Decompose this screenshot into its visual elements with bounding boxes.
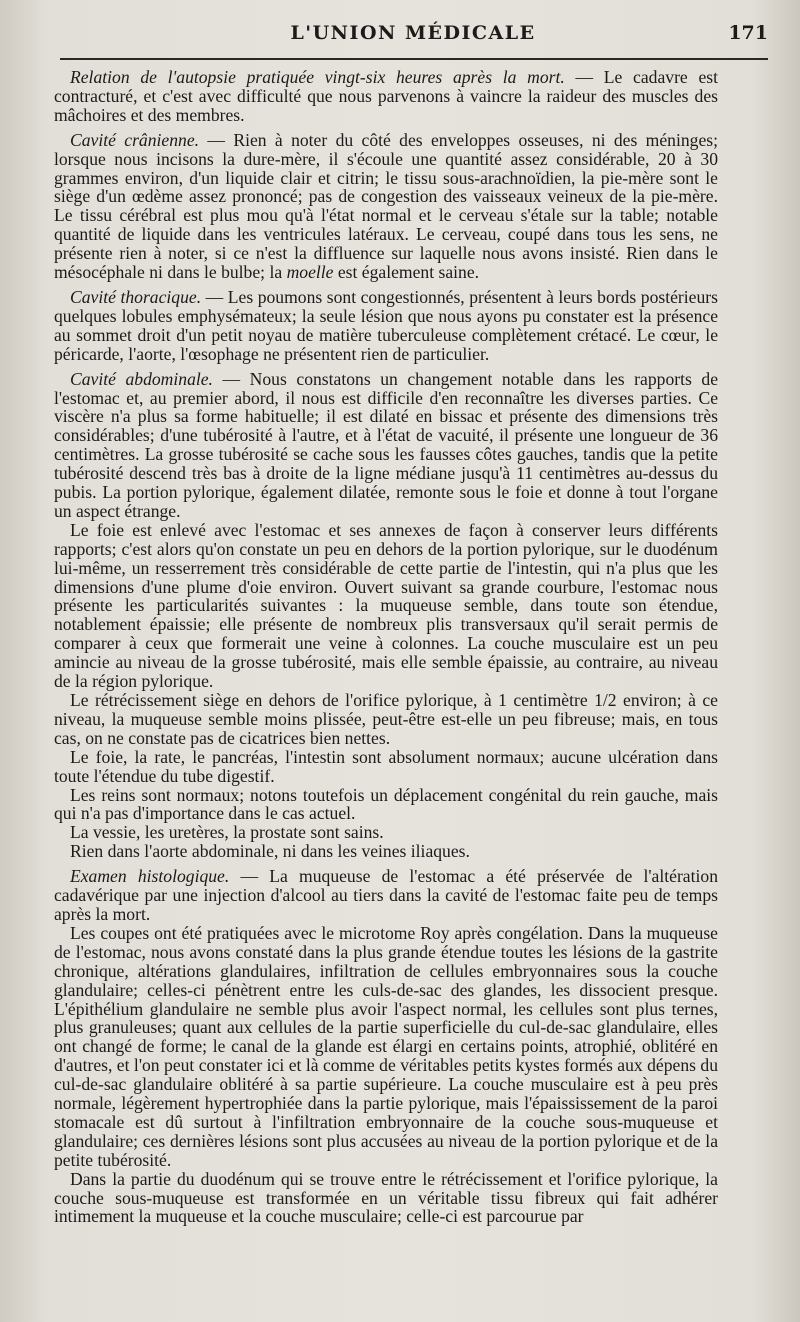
- paragraph-cavite-abdominale: [54, 370, 718, 521]
- paragraph-foie-rate: Le foie, la rate, le pancréas, l'intestin sont absolument normaux; aucune ulcération dans toute l'étendue du tube digestif.: [54, 746, 718, 786]
- section-lead: Cavité thoracique.: [70, 286, 202, 307]
- paragraph-autopsie: [54, 68, 718, 125]
- article-body: [54, 68, 718, 1226]
- paragraph-reins: Les reins sont normaux; notons toutefois un déplacement congénital du rein gauche, mais qui n'a pas d'importance dans le cas actuel.: [54, 784, 718, 824]
- paragraph-aorte: Rien dans l'aorte abdominale, ni dans les veines iliaques.: [70, 841, 470, 862]
- paragraph-text: — Les poumons sont congestionnés, présentent à leurs bords postérieurs quelques lobules emphysémateux; la seule lésion que nous ayons pu constater est la présence au sommet droit d'un petit noyau de matière tuberculeuse complètement crétacé. Le cœur, le péricarde, l'aorte, l'œsophage ne présentent rien de particulier.: [54, 286, 718, 364]
- paragraph-duodenum: Dans la partie du duodénum qui se trouve entre le rétrécissement et l'orifice pylorique, la couche sous-muqueuse est transformée en un véritable tissu fibreux qui fait adhérer intimement la muqueuse et la couche musculaire; celle-ci est parcourue par: [54, 1168, 718, 1227]
- section-lead: Examen histologique.: [70, 866, 230, 887]
- paragraph-text: — Rien à noter du côté des enveloppes osseuses, ni des méninges; lorsque nous incisons la dure-mère, il s'écoule une quantité assez considérable, 20 à 30 grammes environ, d'un liquide clair et citrin; le tissu sous-arachnoïdien, la pie-mère sont le siège d'un œdème assez prononcé; pas de congestion des vaisseaux veineux de la pie-mère. Le tissu cérébral est plus mou qu'à l'état normal et le cerveau s'étale sur la table; notable quantité de liquide dans les ventricules latéraux. Le cerveau, coupé dans tous les sens, ne présente rien à noter, si ce n'est la diffluence sur laquelle nous avons insisté. Rien dans le mésocéphale ni dans le bulbe; la: [54, 129, 718, 283]
- paragraph-foie-enleve: Le foie est enlevé avec l'estomac et ses annexes de façon à conserver leurs différents rapports; c'est alors qu'on constate un peu en dehors de la portion pylorique, sur le duodénum lui-même, un resserrement très considérable de cette partie de l'intestin, qui n'a plus que les dimensions d'une plume d'oie environ. Ouvert suivant sa grande courbure, l'estomac nous présente les particularités suivantes : la muqueuse semble, dans toute son étendue, notablement épaissie; elle présente de nombreux plis transversaux qu'il serait permis de comparer à ceux que formerait une veine à colonnes. La couche musculaire est un peu amincie au niveau de la grosse tubérosité, mais elle semble épaissie, au contraire, au niveau de la région pylorique.: [54, 519, 718, 692]
- paragraph-text: — Nous constatons un changement notable dans les rapports de l'estomac et, au premier abord, il nous est difficile d'en reconnaître les diverses parties. Ce viscère n'a plus sa forme habituelle; il est dilaté en bissac et présente des dimensions très considérables; d'une tubérosité à l'autre, et à l'état de vacuité, il présente une longueur de 36 centimètres. La grosse tubérosité se cache sous les fausses côtes gauches, tandis que la petite tubérosité descend très bas à droite de la ligne médiane jusqu'à 11 centimètres au-dessus du pubis. La portion pylorique, également dilatée, remonte sous le foie et donne à tout l'organe un aspect étrange.: [54, 368, 718, 521]
- inline-italic: moelle: [286, 262, 334, 283]
- paragraph-text: est également saine.: [333, 262, 480, 283]
- paragraph-retrecissement: Le rétrécissement siège en dehors de l'orifice pylorique, à 1 centimètre 1/2 environ; à ce niveau, la muqueuse semble moins plissée, peut-être est-elle un peu fibreuse; mais, en tous cas, on ne constate pas de cicatrices bien nettes.: [54, 690, 718, 748]
- header-rule: [60, 58, 768, 60]
- paragraph-vessie: La vessie, les uretères, la prostate sont sains.: [70, 822, 384, 843]
- paragraph-cavite-thoracique: [54, 288, 718, 364]
- paragraph-cavite-cranienne: [54, 131, 718, 282]
- section-lead: Cavité crânienne.: [70, 129, 200, 150]
- section-lead: Cavité abdominale.: [70, 368, 213, 389]
- paragraph-text: — La muqueuse de l'estomac a été préservée de l'altération cadavérique par une injection d'alcool au tiers dans la cavité de l'estomac faite peu de temps après la mort.: [54, 866, 718, 924]
- paragraph-text: — Le cadavre est contracturé, et c'est avec difficulté que nous parvenons à vaincre la raideur des muscles des mâchoires et des membres.: [54, 67, 718, 125]
- journal-title: L'UNION MÉDICALE: [290, 22, 536, 44]
- section-lead: Relation de l'autopsie pratiquée vingt-six heures après la mort.: [70, 67, 565, 87]
- page-number: 171: [728, 22, 768, 44]
- paragraph-coupes: Les coupes ont été pratiquées avec le microtome Roy après congélation. Dans la muqueuse de l'estomac, nous avons constaté dans la plus grande étendue toutes les lésions de la gastrite chronique, altérations glandulaires, infiltration de cellules embryonnaires sous la couche glandulaire; celles-ci pénètrent entre les culs-de-sac des glandes, les dissocient presque. L'épithélium glandulaire ne semble plus avoir l'aspect normal, les cellules sont plus ternes, plus granuleuses; quant aux cellules de la partie superficielle du cul-de-sac glandulaire, elles ont changé de forme; le canal de la glande est élargi en certains points, atrophié, oblitéré en d'autres, et l'on peut constater ici et là comme de véritables petits kystes formés aux dépens du cul-de-sac glandulaire oblitéré à sa partie supérieure. La couche musculaire est à peu près normale, légèrement hypertrophiée dans la partie pylorique, mais l'épaississement de la paroi stomacale est dû surtout à l'infiltration embryonnaire de la couche sous-muqueuse et glandulaire; ces dernières lésions sont plus accusées au niveau de la portion pylorique et de la petite tubérosité.: [54, 922, 718, 1170]
- paragraph-examen-histologique: [54, 867, 718, 924]
- running-header: [58, 22, 768, 52]
